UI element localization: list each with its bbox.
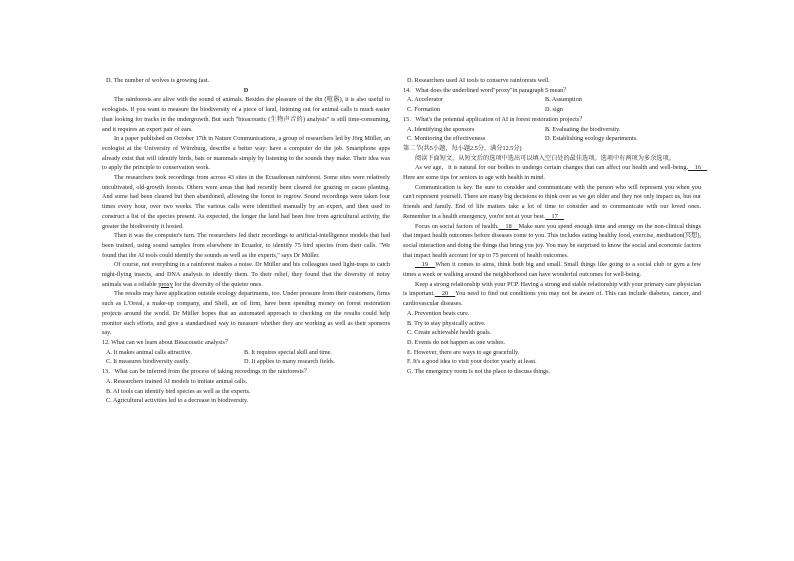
question-13-option-d: D. Researchers used AI tools to conserve rainforests well. [407,77,550,84]
paragraph-5 [102,260,390,289]
cloze-paragraph-3-text: Focus on social factors of health. [415,222,499,230]
question-12-option-d: D. It applies to many research fields. [244,358,336,366]
question-14-options-cd [403,105,701,115]
cloze-option-f: F. It's a good idea to visit your doctor yearly at least. [407,358,537,366]
cloze-option-a: A. Prevention beats cure. [407,309,470,317]
question-13-option-c: C. Agricultural activities led to a decrease in biodiversity. [106,397,249,405]
question-15-option-d: D. Establishing ecology departments. [545,135,638,143]
cloze-paragraph-5-text: Keep a strong relationship with your PCP. Having a strong and stable relationship with your primary care physician is important. [403,280,701,298]
cloze-paragraph-1-tail: Here are some tips for seniors to age with health in mind. [403,174,545,182]
question-12-stem: 12. What can we learn about Bioacoustic analysis？ [102,338,232,346]
paragraph-3: The researchers took recordings from across 43 sites in the Ecuadorean rainforest. Some sites were relatively uncultivated, old-growth forests. Others were areas that had recently been cleared for grazing or cacao planting. And some had been cleared but then abandoned, allowing the forest to regrow. Sound recordings were taken four times every hour, over two weeks. The various calls were identified manually by an expert, and then used to construct a list of the species present. As expected, the longer the land had been free from agricultural activity, the greater the biodiversity it hosted. [102,174,390,230]
cloze-paragraph-5 [403,280,701,309]
question-14-option-c: C. Formation [407,106,441,114]
proxy-underlined-word: proxy [158,280,173,288]
blank-17: 17 [545,212,564,220]
cloze-paragraph-4-tail: When it comes to aims, think both big and small. Small things like going to a social club or gym a few times a week or walking around the neighborhood can have wonderful outcomes for well-being. [403,261,701,279]
paragraph-5-tail: for the diversity of the quieter ones. [172,280,263,288]
cloze-paragraph-2 [403,183,701,222]
cloze-paragraph-1-text: As we age，it is natural for our bodies to undergo certain changes that can affect our health and well-being. [415,164,688,172]
paragraph-4: Then it was the computer's turn. The researchers fed their recordings to artificial-intelligence models that had been trained, using sound samples from elsewhere in Ecuador, to identify 75 bird species from their calls. "We found that the AI tools could identify the sounds as well as the experts," says Dr Müller. [102,232,390,259]
cloze-option-d: D. Events do not happen as one wishes. [407,338,506,346]
question-15-stem: 15．What's the potential application of AI in forest restoration projects？ [403,115,586,123]
section-title: 第二节(共5小题，每小题2.5分，满分12.5分) [403,144,522,152]
blank-20: 20 [434,290,456,298]
cloze-paragraph-2-text: Communication is key. Be sure to consider and communicate with the person who will represent you when you can't represent yourself. There are many big decisions to think over as we get older and they not only impact us, but our friends and family. End of life matters take a lot of time to consider and to communicate with our loved ones. Remember in a health emergency, you're not at your best. [403,183,701,220]
blank-19: 19 [415,261,436,269]
cloze-paragraph-5-tail: You need to find out conditions you may not be aware of. This can include diabetes, cancer, and cardiovascular diseases. [403,290,701,308]
question-13-option-a: A. Researchers trained AI models to imitate animal calls. [106,377,248,385]
paragraph-5-text: Of course, not everything in a rainforest makes a noise. Dr Müller and his colleagues used light-traps to catch night-flying insects, and DNA analysis to identify them. To their relief, they found that the diversity of noisy animals was a reliable [102,261,390,288]
blank-18: 18 [498,222,519,230]
cloze-paragraph-3-tail: Make sure you spend enough time and energy on the non-clinical things that impact health outcomes before diseases come to you. This includes eating healthy food, exercise, meditation(冥想), social interaction and doing the things that bring you joy. You may be surprised to know the social and economic factors that impact health account for up to 75 percent of health outcomes. [403,222,701,259]
right-column [403,76,708,377]
paragraph-1: The rainforests are alive with the sound of animals. Besides the pleasure of the din (喧嚣), it is also useful to ecologists. If you want to measure the biodiversity of a piece of land, listening out for animal calls is much easier than looking for tracks in the undergrowth. But such "bioacoustic (生物声音的) analysis" is still time-consuming, and it requires an expert pair of ears. [102,96,390,133]
cloze-option-g: G. The emergency room is not the place to discuss things. [407,368,551,376]
passage-title: D [243,86,249,94]
cloze-option-b: B. Try to stay physically active. [407,319,486,327]
question-13-option-b: B. AI tools can identify bird species as well as the experts. [106,387,251,395]
question-14-options-ab [403,95,701,105]
paragraph-2: In a paper published on October 17th in Nature Communications, a group of researchers led by Jörg Müller, an ecologist at the University of Würzburg, describe a better way: have a computer do the job. Smartphone apps already exist that will identify birds, bats or mammals simply by listening to the sounds they make. Their idea was to apply the principle to conservation work. [102,135,390,172]
question-13-stem: 13．What can be inferred from the process of taking recordings in the rainforests？ [102,368,310,376]
question-14-option-d: D. sign [545,106,563,114]
question-15-option-b: B. Evaluating the biodiversity. [545,125,621,133]
question-15-options-ab [403,125,701,135]
question-15-option-a: A. Identifying the sponsors [407,125,475,133]
cloze-option-e: E. However, there are ways to age gracefully. [407,348,520,356]
question-12-option-c: C. It measures biodiversity easily. [106,358,190,366]
question-12-option-b: B. It requires special skill and time. [244,348,332,356]
cloze-paragraph-3 [403,222,701,261]
question-14-option-b: B. Assumption [545,96,582,104]
question-14-stem: 14．What does the underlined word"proxy"in paragraph 5 mean？ [403,86,570,94]
question-11-option-d: D. The number of wolves is growing fast. [106,77,210,84]
blank-16: 16 [688,164,708,172]
question-15-option-c: C. Monitoring the effectiveness [407,135,486,143]
paragraph-6: The results may have application outside ecology departments, too. Under pressure from their customers, firms such as L'Oreal, a make-up company, and Shell, an oil firm, have been spending money on forest restoration projects around the world. Dr Müller hopes that an automated approach to checking on the results could help monitor such efforts, and give a standardised way to measure whether they are working as well as their sponsors say. [102,290,390,337]
question-12-options-cd [102,357,390,367]
question-12-option-a: A. It makes animal calls attractive. [106,348,193,356]
question-14-option-a: A. Accelerator [407,96,444,104]
cloze-option-c: C. Create achievable health goals. [407,329,492,337]
cloze-paragraph-1 [403,163,708,182]
question-12-options-ab [102,348,390,358]
left-column [102,76,390,406]
question-15-options-cd [403,134,701,144]
section-instructions: 阅读下面短文，从短文后的选项中选出可以填入空白处的最佳选项。选项中有两项为多余选项。 [415,154,675,162]
cloze-paragraph-4 [403,260,701,279]
